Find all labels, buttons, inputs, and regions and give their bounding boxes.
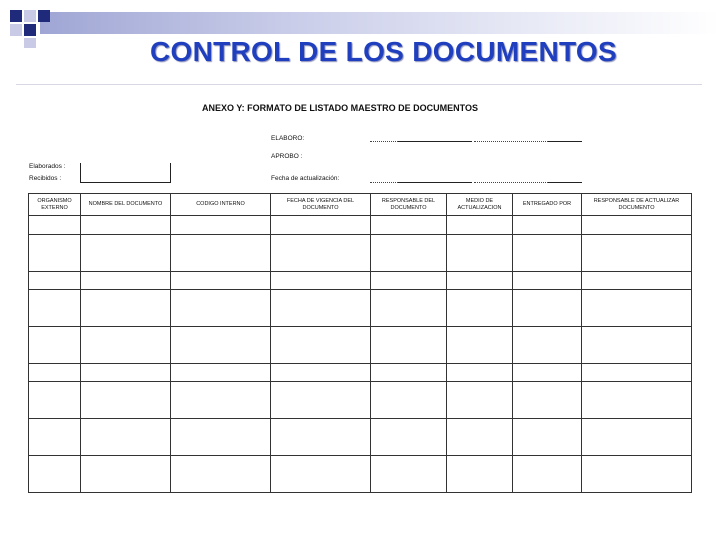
table-cell[interactable] [513, 235, 582, 272]
title-divider [16, 84, 702, 85]
table-cell[interactable] [371, 272, 447, 290]
elaborados-label: Elaborados : [29, 163, 66, 170]
table-cell[interactable] [171, 419, 271, 456]
table-cell[interactable] [513, 382, 582, 419]
table-cell[interactable] [171, 272, 271, 290]
table-row [29, 272, 692, 290]
table-cell[interactable] [29, 235, 81, 272]
decor-square [38, 10, 50, 22]
table-cell[interactable] [447, 456, 513, 493]
table-cell[interactable] [582, 419, 692, 456]
table-row [29, 364, 692, 382]
table-cell[interactable] [29, 272, 81, 290]
table-cell[interactable] [271, 290, 371, 327]
column-header-responsable-documento: RESPONSABLE DEL DOCUMENTO [371, 194, 447, 216]
table-cell[interactable] [171, 382, 271, 419]
table-cell[interactable] [582, 216, 692, 235]
table-cell[interactable] [81, 364, 171, 382]
table-cell[interactable] [271, 216, 371, 235]
table-cell[interactable] [271, 327, 371, 364]
elaborados-field-line[interactable] [80, 182, 170, 183]
elaboro-label: ELABORO: [271, 135, 305, 142]
fecha-actualizacion-label: Fecha de actualización: [271, 175, 340, 182]
table-cell[interactable] [171, 216, 271, 235]
table-cell[interactable] [29, 216, 81, 235]
table-cell[interactable] [447, 272, 513, 290]
column-header-codigo-interno: CODIGO INTERNO [171, 194, 271, 216]
table-cell[interactable] [81, 272, 171, 290]
elaboro-line[interactable] [398, 141, 472, 142]
table-cell[interactable] [81, 419, 171, 456]
table-cell[interactable] [81, 290, 171, 327]
table-cell[interactable] [371, 456, 447, 493]
decor-square [24, 38, 36, 48]
table-cell[interactable] [29, 456, 81, 493]
table-cell[interactable] [513, 327, 582, 364]
fecha-line-dotted [370, 182, 400, 183]
table-cell[interactable] [447, 364, 513, 382]
table-cell[interactable] [582, 327, 692, 364]
table-cell[interactable] [271, 235, 371, 272]
table-cell[interactable] [29, 364, 81, 382]
table-cell[interactable] [582, 364, 692, 382]
table-cell[interactable] [582, 290, 692, 327]
table-cell[interactable] [29, 327, 81, 364]
table-row [29, 216, 692, 235]
column-header-nombre-documento: NOMBRE DEL DOCUMENTO [81, 194, 171, 216]
table-cell[interactable] [81, 456, 171, 493]
table-cell[interactable] [582, 456, 692, 493]
table-cell[interactable] [371, 216, 447, 235]
fecha-line-dotted [474, 182, 548, 183]
table-cell[interactable] [447, 290, 513, 327]
elaboro-line-dotted [474, 141, 548, 142]
elaboro-line-end[interactable] [548, 141, 582, 142]
column-header-medio-actualizacion: MEDIO DE ACTUALIZACION [447, 194, 513, 216]
field-divider [80, 163, 81, 183]
table-cell[interactable] [447, 235, 513, 272]
table-cell[interactable] [582, 272, 692, 290]
table-cell[interactable] [171, 327, 271, 364]
annex-title: ANEXO Y: FORMATO DE LISTADO MAESTRO DE DOCUMENTOS [202, 103, 479, 113]
decor-square [10, 24, 22, 36]
table-cell[interactable] [271, 419, 371, 456]
column-header-entregado-por: ENTREGADO POR [513, 194, 582, 216]
elaboro-line-dotted [370, 141, 400, 142]
aprobo-label: APROBO : [271, 153, 303, 160]
table-cell[interactable] [447, 216, 513, 235]
header-gradient-band [40, 12, 720, 34]
table-cell[interactable] [271, 364, 371, 382]
table-cell[interactable] [371, 364, 447, 382]
decor-square [24, 10, 36, 22]
table-cell[interactable] [171, 290, 271, 327]
table-cell[interactable] [447, 327, 513, 364]
table-cell[interactable] [371, 419, 447, 456]
table-cell[interactable] [513, 290, 582, 327]
table-cell[interactable] [582, 235, 692, 272]
field-divider [170, 163, 171, 183]
table-cell[interactable] [171, 456, 271, 493]
table-cell[interactable] [271, 382, 371, 419]
slide-title: CONTROL DE LOS DOCUMENTOS [150, 36, 617, 67]
table-row [29, 235, 692, 272]
column-header-fecha-vigencia: FECHA DE VIGENCIA DEL DOCUMENTO [271, 194, 371, 216]
table-cell[interactable] [81, 235, 171, 272]
table-cell[interactable] [171, 235, 271, 272]
table-row [29, 382, 692, 419]
table-cell[interactable] [582, 382, 692, 419]
fecha-line-end[interactable] [548, 182, 582, 183]
table-cell[interactable] [29, 419, 81, 456]
table-cell[interactable] [447, 419, 513, 456]
table-header-row [29, 194, 692, 216]
table-row [29, 419, 692, 456]
table-cell[interactable] [29, 382, 81, 419]
column-header-responsable-actualizar: RESPONSABLE DE ACTUALIZAR DOCUMENTO [582, 194, 692, 216]
table-row [29, 327, 692, 364]
table-cell[interactable] [371, 290, 447, 327]
table-cell[interactable] [81, 216, 171, 235]
table-cell[interactable] [513, 216, 582, 235]
table-cell[interactable] [513, 272, 582, 290]
table-cell[interactable] [513, 364, 582, 382]
table-cell[interactable] [371, 235, 447, 272]
recibidos-label: Recibidos : [29, 175, 62, 182]
table-row [29, 456, 692, 493]
table-cell[interactable] [271, 456, 371, 493]
table-cell[interactable] [513, 456, 582, 493]
table-row [29, 290, 692, 327]
table-cell[interactable] [513, 419, 582, 456]
table-cell[interactable] [271, 272, 371, 290]
column-header-organismo-externo: ORGANISMO EXTERNO [29, 194, 81, 216]
table-cell[interactable] [81, 382, 171, 419]
fecha-line[interactable] [398, 182, 472, 183]
table-cell[interactable] [371, 382, 447, 419]
decor-square [24, 24, 36, 36]
master-document-table [28, 193, 692, 493]
table-cell[interactable] [447, 382, 513, 419]
table-cell[interactable] [171, 364, 271, 382]
table-cell[interactable] [371, 327, 447, 364]
decor-square [10, 10, 22, 22]
table-cell[interactable] [29, 290, 81, 327]
table-cell[interactable] [81, 327, 171, 364]
